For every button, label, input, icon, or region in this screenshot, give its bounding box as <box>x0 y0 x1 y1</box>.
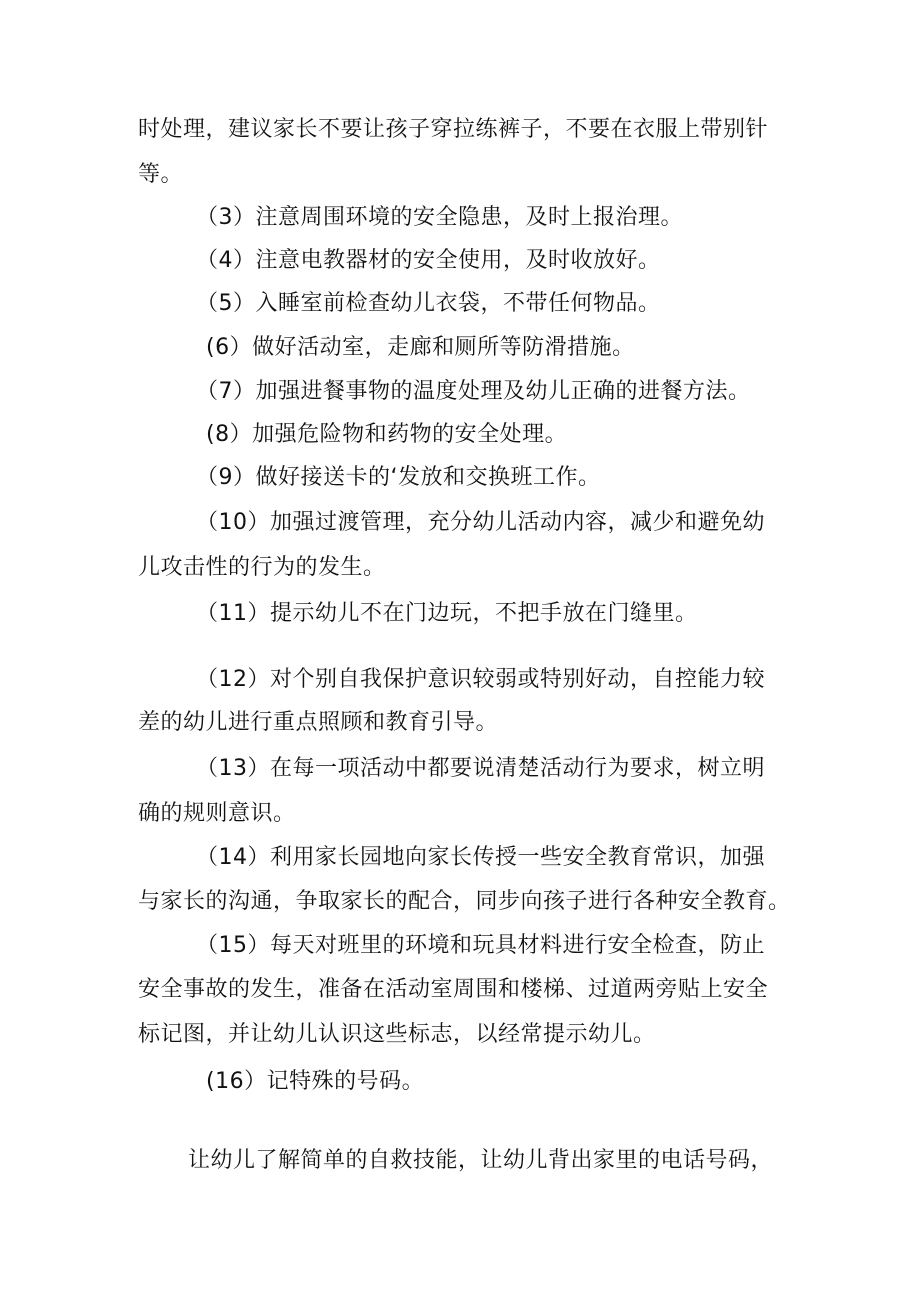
text-line: 与家长的沟通，争取家长的配合，同步向孩子进行各种安全教育。 <box>138 889 791 914</box>
text-line: （10）加强过渡管理，充分幼儿活动内容，减少和避免幼 <box>196 510 765 535</box>
text-line: (6）做好活动室，走廊和厕所等防滑措施。 <box>206 335 635 360</box>
text-line: （4）注意电教器材的安全使用，及时收放好。 <box>196 248 661 273</box>
text-line: 安全事故的发生，准备在活动室周围和楼梯、过道两旁贴上安全 <box>138 977 769 1002</box>
text-line: （7）加强进餐事物的温度处理及幼儿正确的进餐方法。 <box>196 379 751 404</box>
text-line: （14）利用家长园地向家长传授一些安全教育常识，加强 <box>196 845 765 870</box>
text-line: 让幼儿了解简单的自救技能，让幼儿背出家里的电话号码， <box>188 1148 774 1173</box>
text-line: 确的规则意识。 <box>138 801 296 826</box>
text-line: （15）每天对班里的环境和玩具材料进行安全检查，防止 <box>196 933 765 958</box>
text-line: （3）注意周围环境的安全隐患，及时上报治理。 <box>196 205 683 230</box>
text-line: （5）入睡室前检查幼儿衣袋，不带任何物品。 <box>196 291 661 316</box>
text-line: （13）在每一项活动中都要说清楚活动行为要求，树立明 <box>196 756 765 781</box>
text-line: 儿攻击性的行为的发生。 <box>138 555 386 580</box>
text-line: 等。 <box>138 162 184 187</box>
text-line: （12）对个别自我保护意识较弱或特别好动，自控能力较 <box>196 667 765 692</box>
text-line: 差的幼儿进行重点照顾和教育引导。 <box>138 710 499 735</box>
text-line: (16）记特殊的号码。 <box>206 1069 425 1094</box>
text-line: (8）加强危险物和药物的安全处理。 <box>206 422 568 447</box>
text-line: 时处理，建议家长不要让孩子穿拉练裤子，不要在衣服上带别针 <box>138 117 769 142</box>
text-line: （9）做好接送卡的‘发放和交换班工作。 <box>196 465 601 490</box>
text-line: 标记图，并让幼儿认识这些标志，以经常提示幼儿。 <box>138 1022 656 1047</box>
text-line: （11）提示幼儿不在门边玩，不把手放在门缝里。 <box>196 601 698 626</box>
